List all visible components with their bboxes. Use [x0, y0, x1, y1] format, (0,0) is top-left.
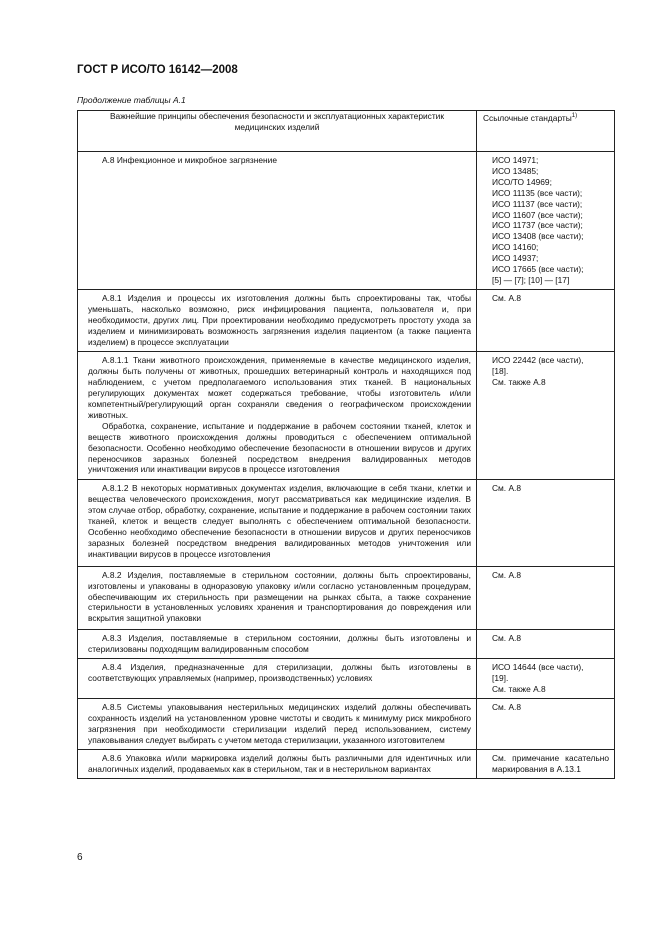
requirement-cell	[78, 289, 477, 352]
reference-item: См. также А.8	[492, 377, 546, 388]
reference-item: ИСО 17665 (все части);	[492, 264, 584, 275]
reference-item: ИСО 14644 (все части),	[492, 662, 584, 673]
reference-item: ИСО 22442 (все части),	[492, 355, 584, 366]
requirement-cell	[78, 750, 477, 779]
requirement-paragraph: А.8.4 Изделия, предназначенные для стерилизации, должны быть изготовлены в соответствующих управляемых (например, производственных) условиях	[88, 662, 471, 683]
table-row	[78, 289, 615, 352]
reference-cell	[477, 750, 615, 779]
reference-item: См. также А.8	[492, 683, 546, 694]
table-row	[78, 698, 615, 750]
column-header-principles: Важнейшие принципы обеспечения безопасности и эксплуатационных характеристик медицинских изделий	[78, 111, 477, 152]
reference-cell	[477, 289, 615, 352]
reference-cell	[477, 352, 615, 480]
page-number: 6	[77, 852, 83, 863]
table-row	[78, 352, 615, 480]
reference-cell	[477, 659, 615, 699]
reference-item: ИСО 11137 (все части);	[492, 198, 583, 209]
table-header-row	[78, 111, 615, 152]
requirement-paragraph: А.8.5 Системы упаковывания нестерильных медицинских изделий должны обеспечивать сохранность изделий на установленном уровне чистоты и сводить к минимуму риск микробного загрязнения при необходимости стерилизации изделий перед использованием, систему упаковывания следует выбирать с учетом метода стерилизации, указанного изготовителем	[88, 701, 471, 745]
reference-item: См. А.8	[492, 701, 522, 712]
column-header-standards	[477, 111, 615, 152]
table-row	[78, 630, 615, 659]
reference-item: [18].	[492, 366, 509, 377]
document-title: ГОСТ Р ИСО/ТО 16142—2008	[77, 64, 238, 76]
requirement-paragraph: Обработка, сохранение, испытание и поддержание в рабочем состоянии тканей, клеток и веществ животного происхождения должны проводиться с обеспечением оптимальной безопасности. Особенно необходимо обеспечение безопасности в отношении вирусов и других переносчиков заразных болезней посредством внедрения валидированных методов уничтожения или инактивации вирусов в процессе изготовления	[88, 420, 471, 475]
requirement-cell	[78, 659, 477, 699]
reference-item: ИСО 11135 (все части);	[492, 187, 583, 198]
requirement-cell	[78, 566, 477, 630]
reference-item: См. А.8	[492, 483, 522, 494]
reference-item: См. А.8	[492, 633, 522, 644]
reference-item: См. А.8	[492, 292, 522, 303]
footnote-marker: 1)	[571, 113, 578, 119]
table-row	[78, 480, 615, 566]
table-caption: Продолжение таблицы А.1	[77, 95, 186, 105]
reference-item: ИСО 14971;	[492, 155, 539, 165]
requirement-paragraph: А.8.1.1 Ткани животного происхождения, применяемые в качестве медицинского изделия, должны быть получены от животных, прошедших ветеринарный контроль и находящихся под наблюдением, с учетом предполагаемого использования этих тканей. В национальных регулирующих документах может содержаться требование, чтобы изготовитель и/или компетентный/регулирующий орган сохраняли сведения о географическом происхождении животных.	[88, 355, 471, 420]
reference-item: См. А.8	[492, 569, 522, 580]
requirement-paragraph: А.8.3 Изделия, поставляемые в стерильном состоянии, должны быть изготовлены и стерилизованы подходящим валидированным способом	[88, 633, 471, 655]
requirement-cell	[78, 480, 477, 566]
reference-item: ИСО 13485;	[492, 165, 539, 176]
reference-cell	[477, 152, 615, 290]
requirement-paragraph: А.8.6 Упаковка и/или маркировка изделий должны быть различными для идентичных или аналогичных изделий, продаваемых как в стерильном, так и в нестерильном вариантах	[88, 753, 471, 775]
requirement-paragraph: А.8.2 Изделия, поставляемые в стерильном состоянии, должны быть спроектированы, изготовлены и упакованы в одноразовую упаковку и/или согласно установленным процедурам, обеспечивающим их стерильность при размещении на рынках сбыта, а также сохранение стерильности в установленных условиях хранения и транспортирования до повреждения или вскрытия защитной упаковки	[88, 569, 471, 624]
table-row	[78, 152, 615, 290]
reference-cell	[477, 630, 615, 659]
reference-item: ИСО/ТО 14969;	[492, 176, 552, 187]
requirement-paragraph: А.8 Инфекционное и микробное загрязнение	[102, 155, 277, 165]
reference-cell	[477, 566, 615, 630]
standards-table	[77, 110, 615, 779]
column-header-standards-label: Ссылочные стандарты	[483, 112, 572, 123]
requirement-cell	[78, 630, 477, 659]
reference-item: ИСО 11737 (все части);	[492, 220, 583, 231]
reference-item: ИСО 14937;	[492, 253, 539, 264]
table-row	[78, 659, 615, 699]
requirement-cell	[78, 352, 477, 480]
requirement-cell	[78, 698, 477, 750]
requirement-paragraph: А.8.1 Изделия и процессы их изготовления должны быть спроектированы так, чтобы уменьшать, насколько возможно, риск инфицирования пациента, пользователя и, при необходимости, других лиц. При проектировании необходимо предусмотреть простоту ухода за изделием и минимизировать возможность загрязнения изделия пациентом (а также пациента изделием) в процессе эксплуатации	[88, 292, 471, 347]
requirement-cell	[78, 152, 477, 290]
reference-cell	[477, 698, 615, 750]
reference-item: См. примечание касательно маркирования в А.13.1	[492, 753, 609, 775]
table-row	[78, 566, 615, 630]
table-row	[78, 750, 615, 779]
requirement-paragraph: А.8.1.2 В некоторых нормативных документах изделия, включающие в себя ткани, клетки и вещества человеческого происхождения, могут рассматриваться как медицинские изделия. В этом случае отбор, обработку, сохранение, испытание и поддержание в рабочем состоянии таких тканей, клеток и веществ следует выполнять с обеспечением оптимальной безопасности. Особенно необходимо обеспечение безопасности в отношении вирусов и других переносчиков заразных болезней посредством внедрения валидированных методов уничтожения или инактивации вирусов в процессе изготовления	[88, 483, 471, 559]
reference-item: ИСО 14160;	[492, 242, 539, 253]
reference-item: [5] — [7]; [10] — [17]	[492, 274, 570, 285]
reference-cell	[477, 480, 615, 566]
table-body	[78, 152, 615, 779]
reference-item: [19].	[492, 672, 509, 683]
reference-item: ИСО 13408 (все части);	[492, 231, 584, 242]
reference-item: ИСО 11607 (все части);	[492, 209, 583, 220]
